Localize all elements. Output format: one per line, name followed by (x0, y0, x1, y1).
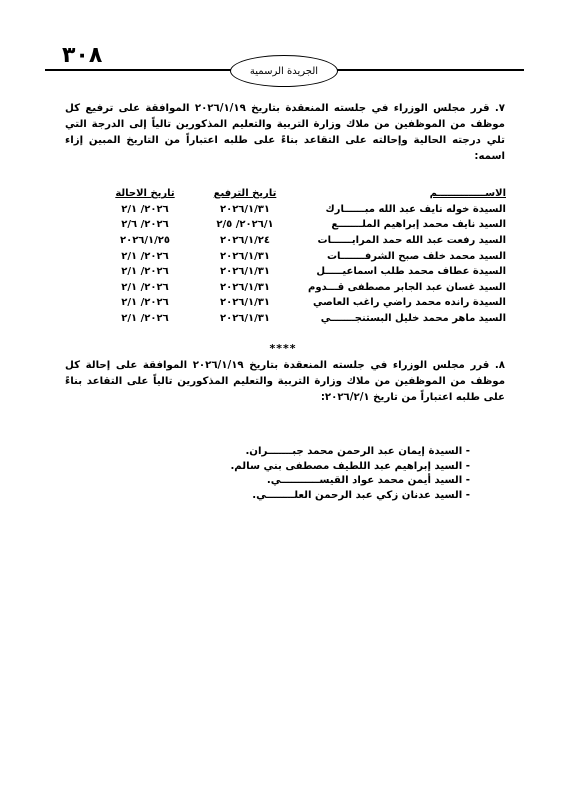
masthead (230, 55, 338, 87)
promotion-table (100, 186, 506, 326)
cell-promotion-date: ٢٠٢٦/١/٢٤ (219, 235, 271, 247)
item-8-paragraph (65, 358, 505, 406)
cell-name: السيد نايف محمد إبراهيم الملـــــــع (331, 219, 506, 231)
list-item: - السيدة إيمان عبد الرحمن محمد جبـــــــران. (245, 446, 470, 457)
cell-name: السيد غسان عبد الجابر مصطفى قـــدوم (308, 281, 506, 293)
table-row (100, 280, 506, 296)
table-row (100, 248, 506, 264)
cell-promotion-date: ٢٠٢٦/١/٣١ (219, 203, 271, 215)
cell-name: السيد ماهر محمد خليل البستنجـــــــي (320, 313, 506, 325)
cell-retirement-date: ٢٠٢٦/ ٢/١ (121, 250, 169, 262)
list-item: - السيد عدنان زكي عبد الرحمن العلــــــــي. (252, 489, 470, 501)
list-item: - السيد أيمن محمد عواد القيســـــــــــي. (266, 475, 470, 486)
item-7-number: ٧. (494, 103, 506, 114)
cell-name: السيد رفعت عبد الله حمد المرايــــــات (317, 235, 506, 247)
retiree-list (150, 445, 470, 503)
cell-promotion-date: ٢٠٢٦/١/ ٢/٥ (216, 219, 274, 231)
table-row (100, 217, 506, 233)
cell-name: السيد محمد خلف صبح الشرفـــــــات (326, 250, 506, 262)
header-name: الاســــــــــــــم (429, 188, 506, 200)
table-row (100, 202, 506, 218)
cell-retirement-date: ٢٠٢٦/ ٢/١ (121, 313, 169, 325)
header-retirement-date: تاريخ الاحالة (115, 188, 175, 200)
item-7-text: قرر مجلس الوزراء في جلسته المنعقدة بتاريخ ٢٠٢٦/١/١٩ الموافقة على ترفيع كل موظف من الموظفين من ملاك وزارة التربية والتعليم المذكورين تالياً إلى الدرجة التي تلي درجته الحالية وإحالته على التقاعد بناءً على طلبه اعتباراً من التاريخ المبين إزاء اسمه: (65, 103, 505, 162)
item-8-text: قرر مجلس الوزراء في جلسته المنعقدة بتاريخ ٢٠٢٦/١/١٩ الموافقة على إحالة كل موظف من الموظفين من ملاك وزارة التربية والتعليم المذكورين تالياً على التقاعد بناءً على طلبه اعتباراً من تاريخ ٢٠٢٦/٢/١: (65, 360, 505, 403)
cell-retirement-date: ٢٠٢٦/ ٢/١ (121, 281, 169, 293)
masthead-title: الجريدة الرسمية (249, 65, 319, 77)
cell-retirement-date: ٢٠٢٦/ ٢/١ (121, 266, 169, 278)
cell-retirement-date: ٢٠٢٦/١/٢٥ (119, 235, 171, 247)
cell-promotion-date: ٢٠٢٦/١/٣١ (219, 266, 271, 278)
table-row (100, 311, 506, 327)
cell-retirement-date: ٢٠٢٦/ ٢/٦ (121, 219, 169, 231)
cell-retirement-date: ٢٠٢٦/ ٢/١ (121, 203, 169, 215)
cell-promotion-date: ٢٠٢٦/١/٣١ (219, 250, 271, 262)
cell-name: السيدة خوله نايف عبد الله مبــــــارك (325, 203, 506, 215)
table-row (100, 233, 506, 249)
cell-promotion-date: ٢٠٢٦/١/٣١ (219, 313, 271, 325)
table-row (100, 295, 506, 311)
item-8-number: ٨. (494, 360, 506, 371)
header-promotion-date: تاريخ الترفيع (213, 188, 277, 200)
cell-retirement-date: ٢٠٢٦/ ٢/١ (121, 297, 169, 309)
table-header-row (100, 186, 506, 202)
cell-name: السيدة عطاف محمد طلب اسماعيـــــل (316, 266, 506, 278)
page-number: ٣٠٨ (62, 43, 103, 68)
cell-promotion-date: ٢٠٢٦/١/٣١ (219, 281, 271, 293)
section-separator: **** (269, 342, 297, 355)
item-7-paragraph (65, 101, 505, 165)
cell-name: السيدة رانده محمد راضي راغب العاصي (313, 297, 506, 309)
list-item: - السيد إبراهيم عبد اللطيف مصطفى بني سالم. (230, 460, 470, 472)
cell-promotion-date: ٢٠٢٦/١/٣١ (219, 297, 271, 309)
table-row (100, 264, 506, 280)
